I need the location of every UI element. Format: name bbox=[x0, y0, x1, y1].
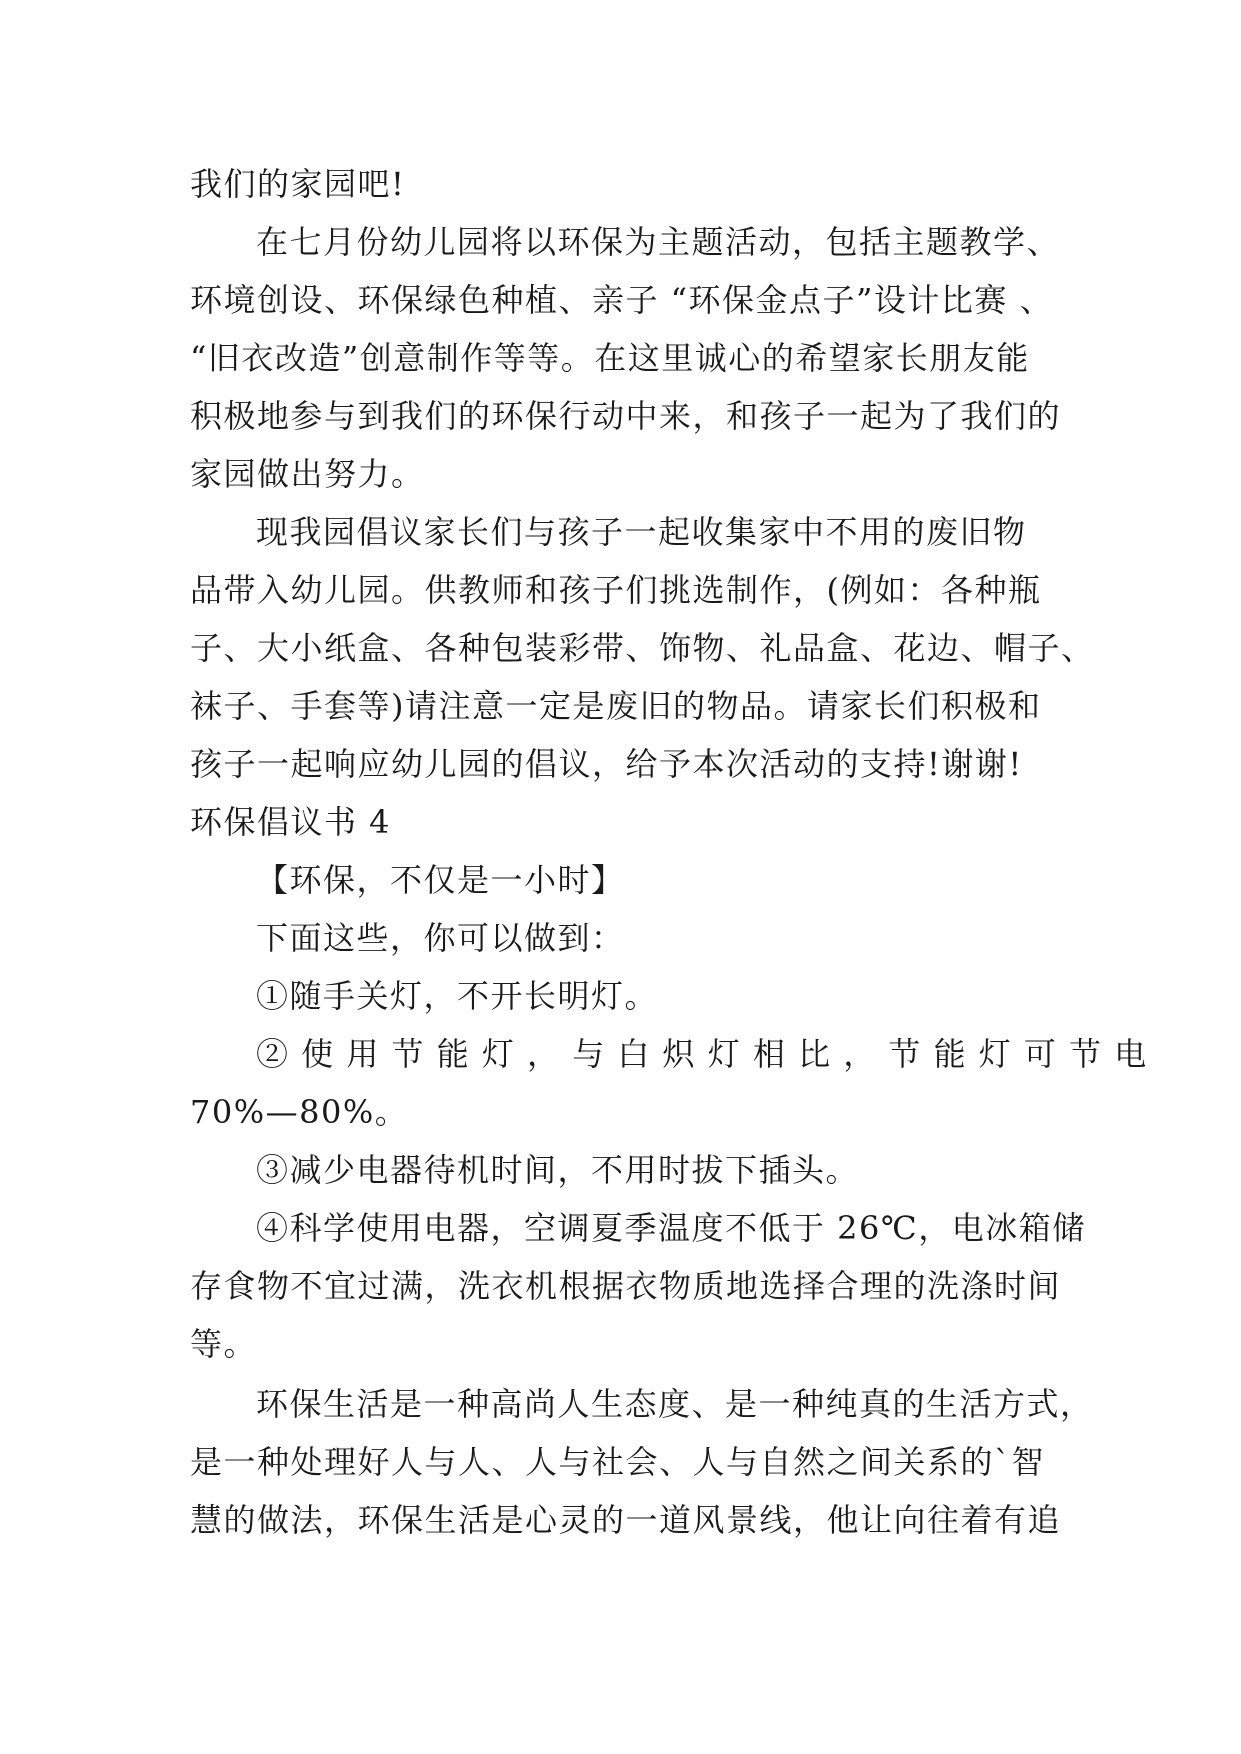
text-line: 家园做出努力。 bbox=[190, 455, 425, 493]
text-line: 环境创设、环保绿色种植、亲子 “环保金点子”设计比赛 、 bbox=[190, 281, 1054, 319]
text-line: 品带入幼儿园。供教师和孩子们挑选制作，(例如：各种瓶 bbox=[190, 571, 1042, 609]
text-line: 我们的家园吧! bbox=[190, 165, 406, 203]
text-line: 在七月份幼儿园将以环保为主题活动，包括主题教学、 bbox=[256, 223, 1061, 261]
list-item: ①随手关灯，不开长明灯。 bbox=[256, 977, 659, 1015]
text-line: 现我园倡议家长们与孩子一起收集家中不用的废旧物 bbox=[256, 513, 1027, 551]
section-heading: 环保倡议书 4 bbox=[190, 803, 392, 841]
text-line: 孩子一起响应幼儿园的倡议，给予本次活动的支持!谢谢! bbox=[190, 745, 1023, 783]
text-line: 是一种处理好人与人、人与社会、人与自然之间关系的`智 bbox=[190, 1443, 1046, 1481]
text-line: 慧的做法，环保生活是心灵的一道风景线，他让向往着有追 bbox=[190, 1501, 1062, 1539]
text-line: 70%—80%。 bbox=[190, 1093, 409, 1131]
list-item: ④科学使用电器，空调夏季温度不低于 26℃，电冰箱储 bbox=[256, 1209, 1086, 1247]
list-item: ③减少电器待机时间，不用时拔下插头。 bbox=[256, 1151, 860, 1189]
text-line: 等。 bbox=[190, 1325, 258, 1363]
text-line: “旧衣改造”创意制作等等。在这里诚心的希望家长朋友能 bbox=[190, 339, 1030, 377]
list-item: ② 使 用 节 能 灯 ， 与 白 炽 灯 相 比 ， 节 能 灯 可 节 电 bbox=[256, 1035, 1148, 1073]
text-line: 积极地参与到我们的环保行动中来，和孩子一起为了我们的 bbox=[190, 397, 1062, 435]
text-line: 袜子、手套等)请注意一定是废旧的物品。请家长们积极和 bbox=[190, 687, 1042, 725]
text-line: 存食物不宜过满，洗衣机根据衣物质地选择合理的洗涤时间 bbox=[190, 1267, 1062, 1305]
text-line: 环保生活是一种高尚人生态度、是一种纯真的生活方式， bbox=[256, 1385, 1094, 1423]
subheading: 【环保，不仅是一小时】 bbox=[256, 861, 625, 899]
text-line: 下面这些，你可以做到： bbox=[256, 919, 625, 957]
text-line: 子、大小纸盒、各种包装彩带、饰物、礼品盒、花边、帽子、 bbox=[190, 629, 1095, 667]
